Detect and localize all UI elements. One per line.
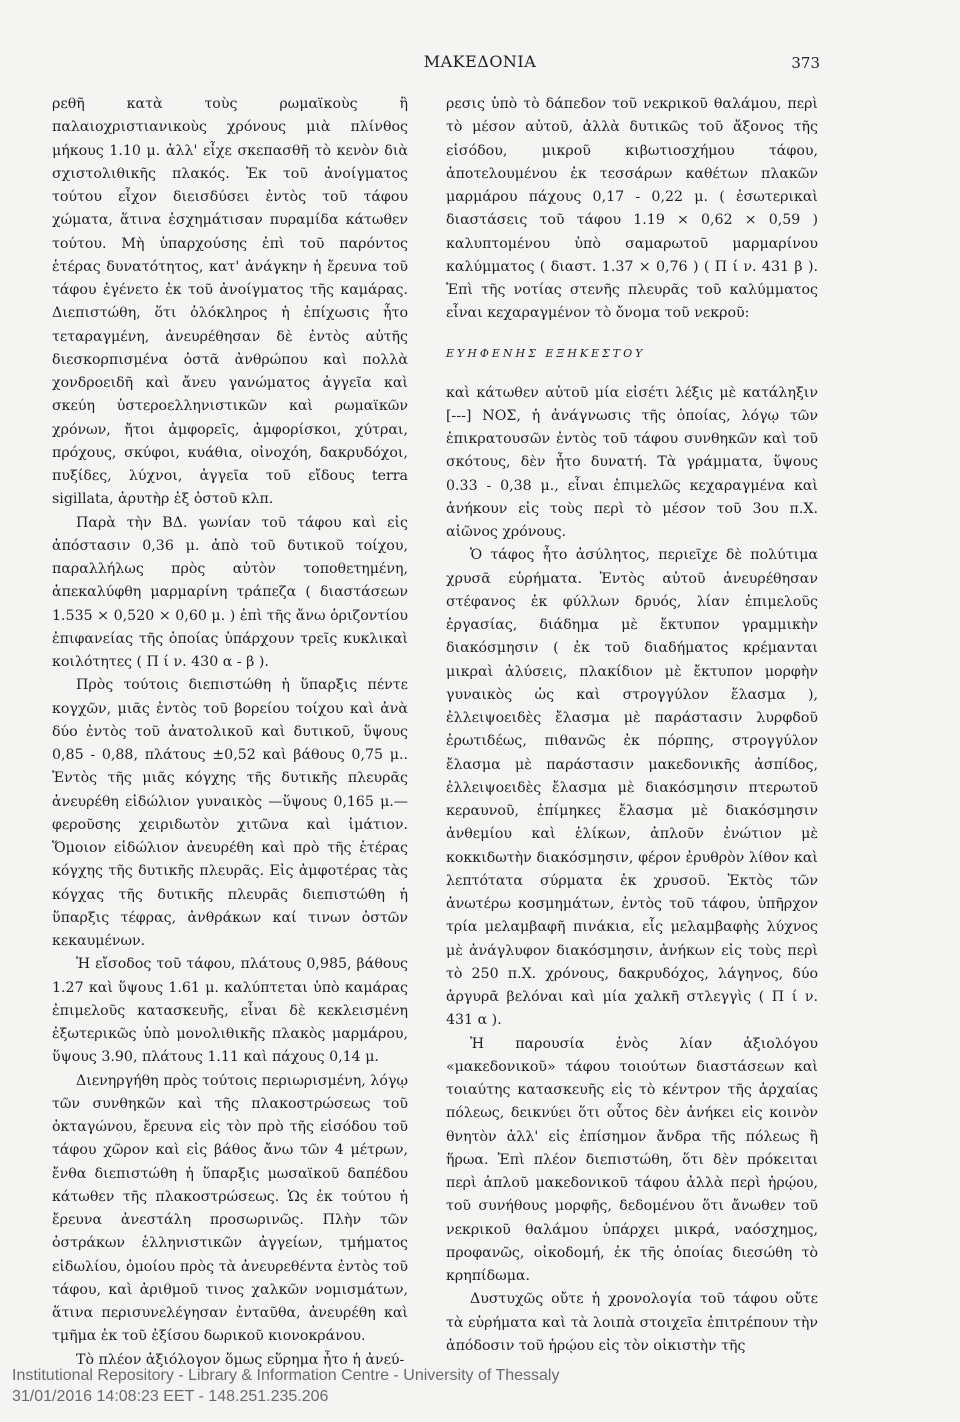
paragraph: Ἡ παρουσία ἑνὸς λίαν ἀξιολόγου «μακεδονικοῦ» τάφου τοιούτων διαστάσεων καὶ τοιαύτης κατασκευῆς εἰς τὸ κέντρον τῆς ἀρχαίας πόλεως, δεικνύει ὅτι οὗτος δὲν ἀνήκει εἰς κοινὸν θνητὸν ἀλλ' εἰς ἐπίσημον ἄνδρα τῆς πόλεως ἢ ἥρωα. Ἐπὶ πλέον διεπιστώθη, ὅτι δὲν πρόκειται περὶ ἁπλοῦ μακεδονικοῦ τάφου ἀλλὰ περὶ ἡρῴου, τοῦ συνήθους μορφῆς, δεδομένου ὅτι ἄνωθεν τοῦ νεκρικοῦ θαλάμου ὑπάρχει μικρά, ναόσχημος, προφανῶς, οἰκοδομή, ἐκ τῆς ὁποίας διεσώθη τὸ κρηπίδωμα. xyxy=(446,1035,818,1284)
paragraph: ρεσις ὑπὸ τὸ δάπεδον τοῦ νεκρικοῦ θαλάμου, περὶ τὸ μέσον αὐτοῦ, ἀλλὰ δυτικῶς τοῦ ἄξονος τῆς εἰσόδου, μικροῦ κιβωτιοσχήμου τάφου, ἀποτελουμένου ἐκ τεσσάρων καθέτων πλακῶν μαρμάρου πάχους 0,17 - 0,22 μ. ( ἐσωτερικαὶ διαστάσεις τοῦ τάφου 1.19 × 0,62 × 0,59 ) καλυπτομένου ὑπὸ σαμαρωτοῦ μαρμαρίνου καλύμματος ( διαστ. 1.37 × 0,76 ) ( Π ί ν. 431 β ). Ἐπὶ τῆς νοτίας στενῆς πλευρᾶς τοῦ καλύμματος εἶναι κεχαραγμένον τὸ ὄνομα τοῦ νεκροῦ: xyxy=(446,96,818,322)
paragraph: Παρὰ τὴν ΒΔ. γωνίαν τοῦ τάφου καὶ εἰς ἀπόστασιν 0,36 μ. ἀπὸ τοῦ δυτικοῦ τοίχου, παραλλήλως πρὸς αὐτὸν τοποθετημένη, ἀπεκαλύφθη μαρμαρίνη τράπεζα ( διαστάσεων 1.535 × 0,520 × 0,60 μ. ) ἐπὶ τῆς ἄνω ὁριζοντίου ἐπιφανείας τῆς ὁποίας ὑπάρχουν τρεῖς κυκλικαὶ κοιλότητες ( Π ί ν. 430 α - β ). xyxy=(52,514,408,670)
page-number: 373 xyxy=(791,54,820,72)
repository-footer: Institutional Repository - Library & Information Centre - University of Thessaly xyxy=(12,1367,560,1384)
paragraph: Ἡ εἴσοδος τοῦ τάφου, πλάτους 0,985, βάθους 1.27 καὶ ὕψους 1.61 μ. καλύπτεται ὑπὸ καμάρας ἐπιμελοῦς κατασκευῆς, εἶναι δὲ κεκλεισμένη ἐξωτερικῶς ὑπὸ μονολιθικῆς πλακὸς μαρμάρου, ὕψους 3.90, πλάτους 1.11 καὶ πάχους 0,14 μ. xyxy=(52,956,408,1066)
page-header xyxy=(0,52,960,76)
access-timestamp: 31/01/2016 14:08:23 EET - 148.251.235.206 xyxy=(12,1388,329,1405)
paragraph: Τὸ πλέον ἀξιόλογον ὅμως εὕρημα ἦτο ἡ ἀνεύ- xyxy=(76,1351,405,1368)
inscription: ΕΥΗΦΕΝΗΣ ΕΞΗΚΕΣΤΟΥ xyxy=(446,346,646,360)
paragraph: Ὁ τάφος ἦτο ἀσύλητος, περιεῖχε δὲ πολύτιμα χρυσᾶ εὑρήματα. Ἐντὸς αὐτοῦ ἀνευρέθησαν στέφανος ἐκ φύλλων δρυός, λίαν ἐπιμελοῦς ἐργασίας, διάδημα μὲ ἔκτυπον γραμμικὴν διακόσμησιν ( ἐκ τοῦ διαδήματος κρέμανται μικραὶ ἁλύσεις, πλακίδιον μὲ ἔκτυπον μορφὴν γυναικὸς ὡς καὶ στρογγύλον ἔλασμα ), ἐλλειψοειδὲς ἔλασμα μὲ παράστασιν λυρφδοῦ ἐρωτιδέως, πιθανῶς ἐκ πόρπης, στρογγύλον ἔλασμα μὲ παράστασιν μακεδονικῆς ἀσπίδος, ἐλλειψοειδὲς ἔλασμα μὲ διακόσμησιν πτερωτοῦ κεραυνοῦ, ἐπίμηκες ἔλασμα μὲ διακόσμησιν ἀνθεμίου καὶ ἑλίκων, ἀπλοῦν ἐνώτιον μὲ κοκκιδωτὴν διακόσμησιν, φέρον ἐρυθρὸν λίθον καὶ λεπτότατα σύρματα ἐκ χρυσοῦ. Ἐκτὸς τῶν ἀνωτέρω κοσμημάτων, ἐντὸς τοῦ τάφου, ὑπῆρχον τρία μελαμβαφῆ πινάκια, εἷς μελαμβαφὴς λύχνος μὲ ἀνάγλυφον διακόσμησιν, ἀνήκων εἰς τοὺς περὶ τὸ 250 π.Χ. χρόνους, δακρυδόχος, λάγηνος, δύο ἀργυρᾶ βελόναι καὶ μία χαλκῆ στλεγγὶς ( Π ί ν. 431 α ). xyxy=(446,547,818,1029)
right-column xyxy=(446,93,818,1358)
running-title: ΜΑΚΕΔΟΝΙΑ xyxy=(423,52,537,71)
paragraph: καὶ κάτωθεν αὐτοῦ μία εἰσέτι λέξις μὲ κατάληξιν [---] ΝΟΣ, ἡ ἀνάγνωσις τῆς ὁποίας, λόγῳ τῶν ἐπικρατουσῶν ἐντὸς τοῦ τάφου συνθηκῶν καὶ τοῦ σκότους, δὲν ἦτο δυνατή. Τὰ γράμματα, ὕψους 0.33 - 0,38 μ., εἶναι ἐπιμελῶς κεχαραγμένα καὶ ἀνήκουν εἰς τοὺς περὶ τὸ μέσον τοῦ 3ου π.Χ. αἰῶνος χρόνους. xyxy=(446,384,818,540)
paragraph: ρεθῆ κατὰ τοὺς ρωμαϊκοὺς ἢ παλαιοχριστιανικοὺς χρόνους μιὰ πλίνθος μήκους 1.10 μ. ἀλλ' εἶχε σκεπασθῆ τὸ κενὸν διὰ σχιστολιθικῆς πλακός. Ἐκ τοῦ ἀνοίγματος τούτου εἶχον διεισδύσει ἐντὸς τοῦ τάφου χώματα, ἅτινα ἐσχημάτισαν πυραμίδα κάτωθεν τούτου. Μὴ ὑπαρχούσης ἐπὶ τοῦ παρόντος ἑτέρας δυνατότητος, κατ' ἀνάγκην ἡ ἔρευνα τοῦ τάφου ἐγένετο ἐκ τοῦ ἀνοίγματος τῆς καμάρας. Διεπιστώθη, ὅτι ὁλόκληρος ἡ ἐπίχωσις ἦτο τεταραγμένη, ἀνευρέθησαν δὲ ἐντὸς αὐτῆς διεσκορπισμένα ὀστᾶ ἀνθρώπου καὶ πολλὰ χονδροειδῆ καὶ ἄνευ γανώματος ἀγγεῖα καὶ σκεύη ὑστεροελληνιστικῶν καὶ ρωμαϊκῶν χρόνων, ἤτοι ἀμφορεῖς, ἀμφορίσκοι, χύτραι, πρόχους, σκύφοι, κυάθια, οἰνοχόη, δακρυδόχοι, πυξίδες, λύχνοι, ἀγγεῖα τοῦ εἴδους terra sigillata, ἀρυτὴρ ἐξ ὀστοῦ κλπ. xyxy=(52,96,408,508)
paragraph: Δυστυχῶς οὔτε ἡ χρονολογία τοῦ τάφου οὔτε τὰ εὑρήματα καὶ τὰ λοιπὰ στοιχεῖα ἐπιτρέπουν τὴν ἀπόδοσιν τοῦ ἡρῴου εἰς τὸν οἰκιστὴν τῆς xyxy=(446,1291,818,1354)
paragraph: Πρὸς τούτοις διεπιστώθη ἡ ὕπαρξις πέντε κογχῶν, μιᾶς ἐντὸς τοῦ βορείου τοίχου καὶ ἀνὰ δύο ἐντὸς τοῦ ἀνατολικοῦ καὶ δυτικοῦ, ὕψους 0,85 - 0,88, πλάτους ±0,52 καὶ βάθους 0,75 μ.. Ἐντὸς τῆς μιᾶς κόγχης τῆς δυτικῆς πλευρᾶς ἀνευρέθη εἰδώλιον γυναικὸς —ὕψους 0,165 μ.— φεροῦσης χειριδωτὸν χιτῶνα καὶ ἱμάτιον. Ὅμοιον εἰδώλιον ἀνευρέθη καὶ πρὸ τῆς ἑτέρας κόγχης τῆς δυτικῆς πλευρᾶς. Εἰς ἀμφοτέρας τὰς κόγχας τῆς δυτικῆς πλευρᾶς διεπιστώθη ἡ ὕπαρξις τέφρας, ἀνθράκων καί τινων ὀστῶν κεκαυμένων. xyxy=(52,677,408,949)
left-column xyxy=(52,93,408,1372)
paragraph: Διενηργήθη πρὸς τούτοις περιωρισμένη, λόγῳ τῶν συνθηκῶν καὶ τῆς πλακοστρώσεως τοῦ ὀκταγώνου, ἔρευνα εἰς τὸν πρὸ τῆς εἰσόδου τοῦ τάφου χῶρον καὶ εἰς βάθος ἄνω τῶν 4 μέτρων, ἔνθα διεπιστώθη ἡ ὕπαρξις μωσαϊκοῦ δαπέδου κάτωθεν τῆς πλακοστρώσεως. Ὡς ἐκ τούτου ἡ ἔρευνα ἀνεστάλη προσωρινῶς. Πλὴν τῶν ὀστράκων ἑλληνιστικῶν ἀγγείων, τμήματος εἰδωλίου, ὁμοίου πρὸς τὰ ἀνευρεθέντα ἐντὸς τοῦ τάφου, καὶ ἀριθμοῦ τινος χαλκῶν νομισμάτων, ἅτινα περισυνελέγησαν ἐνταῦθα, ἀνευρέθη καὶ τμῆμα ἐκ τοῦ ἐξίσου δωρικοῦ κιονοκράνου. xyxy=(52,1072,408,1345)
